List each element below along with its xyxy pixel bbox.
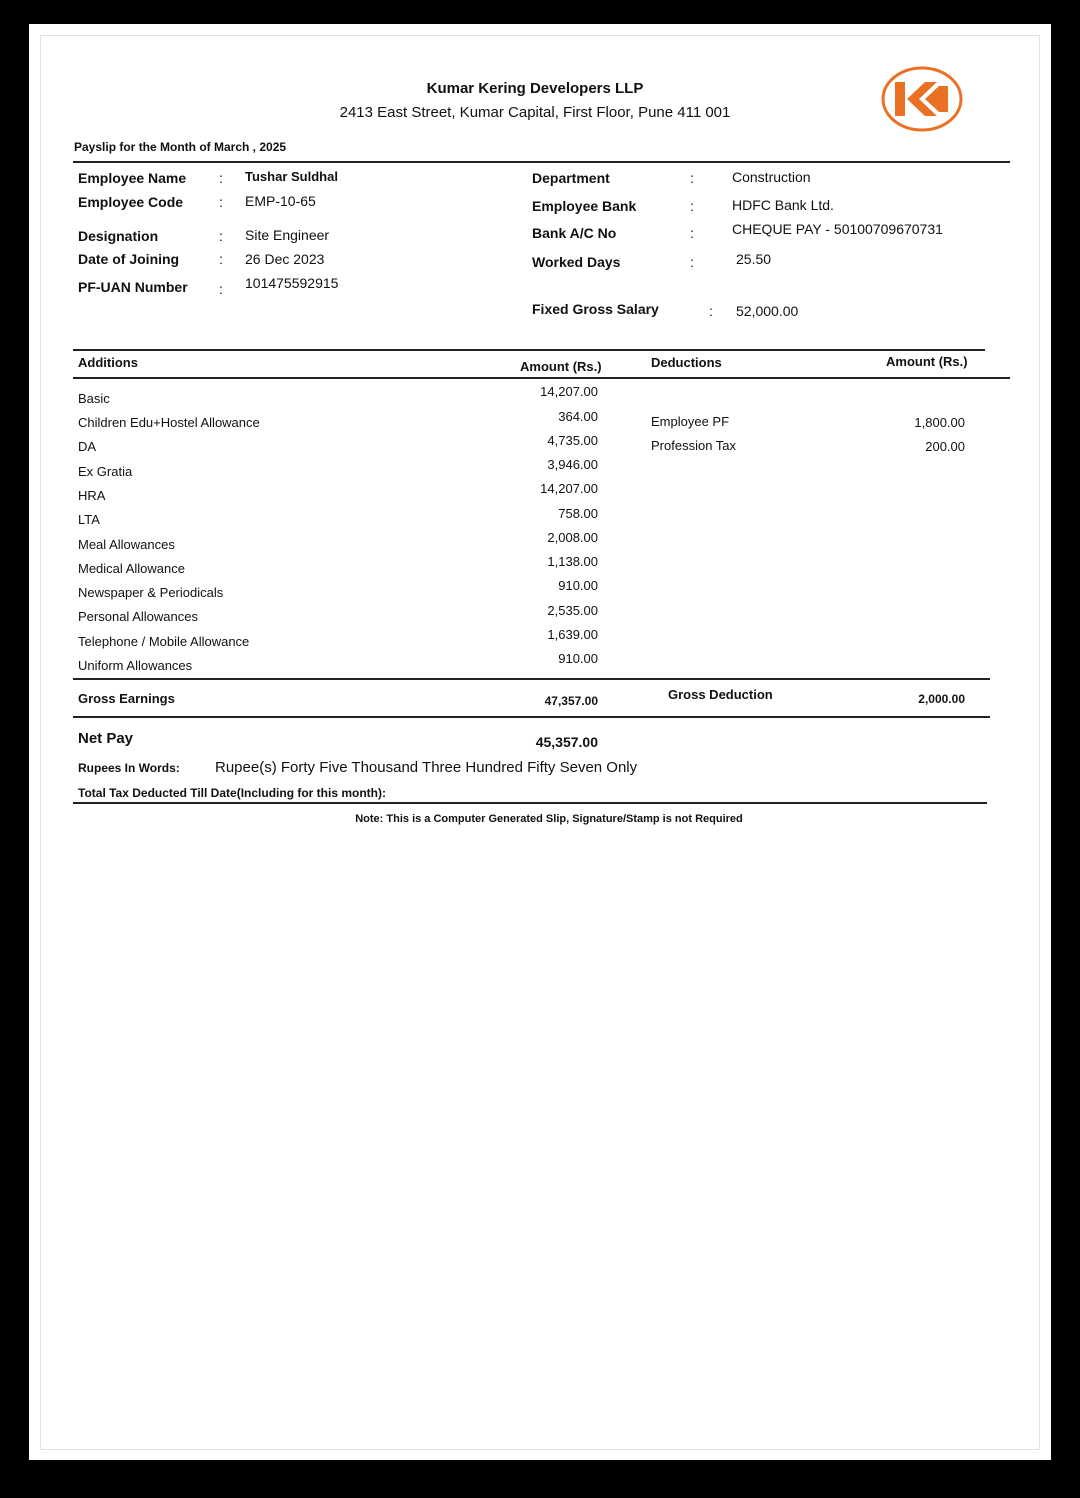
fixed-gross-label: Fixed Gross Salary: [532, 301, 659, 317]
fixed-gross-value: 52,000.00: [736, 303, 799, 319]
department-value: Construction: [732, 169, 811, 185]
addition-label: LTA: [78, 512, 100, 527]
pf-uan-label: PF-UAN Number: [78, 279, 188, 295]
addition-amount: 2,008.00: [547, 530, 598, 545]
addition-amount: 14,207.00: [540, 481, 598, 496]
addition-amount: 910.00: [558, 651, 598, 666]
colon: :: [690, 198, 694, 214]
bank-account-label: Bank A/C No: [532, 225, 617, 241]
employee-bank-value: HDFC Bank Ltd.: [732, 197, 834, 213]
employee-name-label: Employee Name: [78, 170, 187, 186]
colon: :: [219, 170, 223, 186]
divider: [73, 716, 990, 718]
addition-label: Personal Allowances: [78, 609, 198, 624]
addition-label: Newspaper & Periodicals: [78, 585, 224, 600]
colon: :: [709, 303, 713, 319]
addition-amount: 4,735.00: [547, 433, 598, 448]
employee-bank-label: Employee Bank: [532, 198, 637, 214]
addition-amount: 1,138.00: [547, 554, 598, 569]
joining-date-label: Date of Joining: [78, 251, 180, 267]
addition-label: HRA: [78, 488, 106, 503]
rupees-in-words-value: Rupee(s) Forty Five Thousand Three Hundred Fifty Seven Only: [215, 759, 638, 776]
payslip-title: Payslip for the Month of March , 2025: [74, 140, 287, 154]
deductions-amount-header: Amount (Rs.): [886, 354, 968, 369]
divider: [73, 377, 1010, 379]
addition-label: Children Edu+Hostel Allowance: [78, 415, 260, 430]
colon: :: [690, 225, 694, 241]
rupees-in-words-label: Rupees In Words:: [78, 761, 180, 775]
addition-amount: 364.00: [558, 409, 598, 424]
deduction-amount: 1,800.00: [914, 415, 965, 430]
colon: :: [690, 254, 694, 270]
note-text: Note: This is a Computer Generated Slip, Signature/Stamp is not Required: [355, 813, 743, 825]
worked-days-label: Worked Days: [532, 254, 621, 270]
colon: :: [219, 228, 223, 244]
company-address: 2413 East Street, Kumar Capital, First Floor, Pune 411 001: [339, 104, 731, 121]
addition-label: Medical Allowance: [78, 561, 185, 576]
deduction-label: Profession Tax: [651, 438, 737, 453]
colon: :: [219, 194, 223, 210]
addition-amount: 2,535.00: [547, 603, 598, 618]
gross-earnings-label: Gross Earnings: [78, 691, 175, 706]
addition-amount: 758.00: [558, 506, 598, 521]
bank-account-value: CHEQUE PAY - 50100709670731: [732, 221, 943, 237]
addition-label: Telephone / Mobile Allowance: [78, 634, 250, 649]
addition-label: DA: [78, 439, 97, 454]
additions-header: Additions: [78, 355, 138, 370]
addition-label: Basic: [78, 391, 110, 406]
colon: :: [219, 281, 223, 297]
employee-code-value: EMP-10-65: [245, 193, 316, 209]
deductions-header: Deductions: [651, 355, 722, 370]
employee-name-value: Tushar Suldhal: [245, 169, 338, 184]
deduction-label: Employee PF: [651, 414, 730, 429]
additions-amount-header: Amount (Rs.): [520, 359, 602, 374]
joining-date-value: 26 Dec 2023: [245, 251, 325, 267]
addition-label: Uniform Allowances: [78, 658, 193, 673]
addition-amount: 1,639.00: [547, 627, 598, 642]
colon: :: [690, 170, 694, 186]
gross-deduction-value: 2,000.00: [918, 692, 965, 706]
department-label: Department: [532, 170, 610, 186]
employee-code-label: Employee Code: [78, 194, 184, 210]
pf-uan-value: 101475592915: [245, 275, 339, 291]
addition-amount: 14,207.00: [540, 384, 598, 399]
designation-value: Site Engineer: [245, 227, 330, 243]
deduction-amount: 200.00: [925, 439, 965, 454]
gross-earnings-value: 47,357.00: [544, 694, 598, 708]
company-name: Kumar Kering Developers LLP: [426, 80, 644, 97]
net-pay-label: Net Pay: [78, 730, 134, 747]
divider: [73, 161, 1010, 163]
total-tax-label: Total Tax Deducted Till Date(Including for this month):: [78, 786, 386, 800]
addition-amount: 910.00: [558, 578, 598, 593]
worked-days-value: 25.50: [736, 251, 772, 267]
addition-label: Meal Allowances: [78, 537, 175, 552]
addition-amount: 3,946.00: [547, 457, 598, 472]
colon: :: [219, 251, 223, 267]
designation-label: Designation: [78, 228, 159, 244]
gross-deduction-label: Gross Deduction: [668, 687, 773, 702]
company-logo: [881, 66, 963, 132]
net-pay-value: 45,357.00: [535, 734, 598, 750]
divider: [73, 802, 987, 804]
divider: [73, 349, 985, 351]
divider: [73, 678, 990, 680]
addition-label: Ex Gratia: [78, 464, 133, 479]
